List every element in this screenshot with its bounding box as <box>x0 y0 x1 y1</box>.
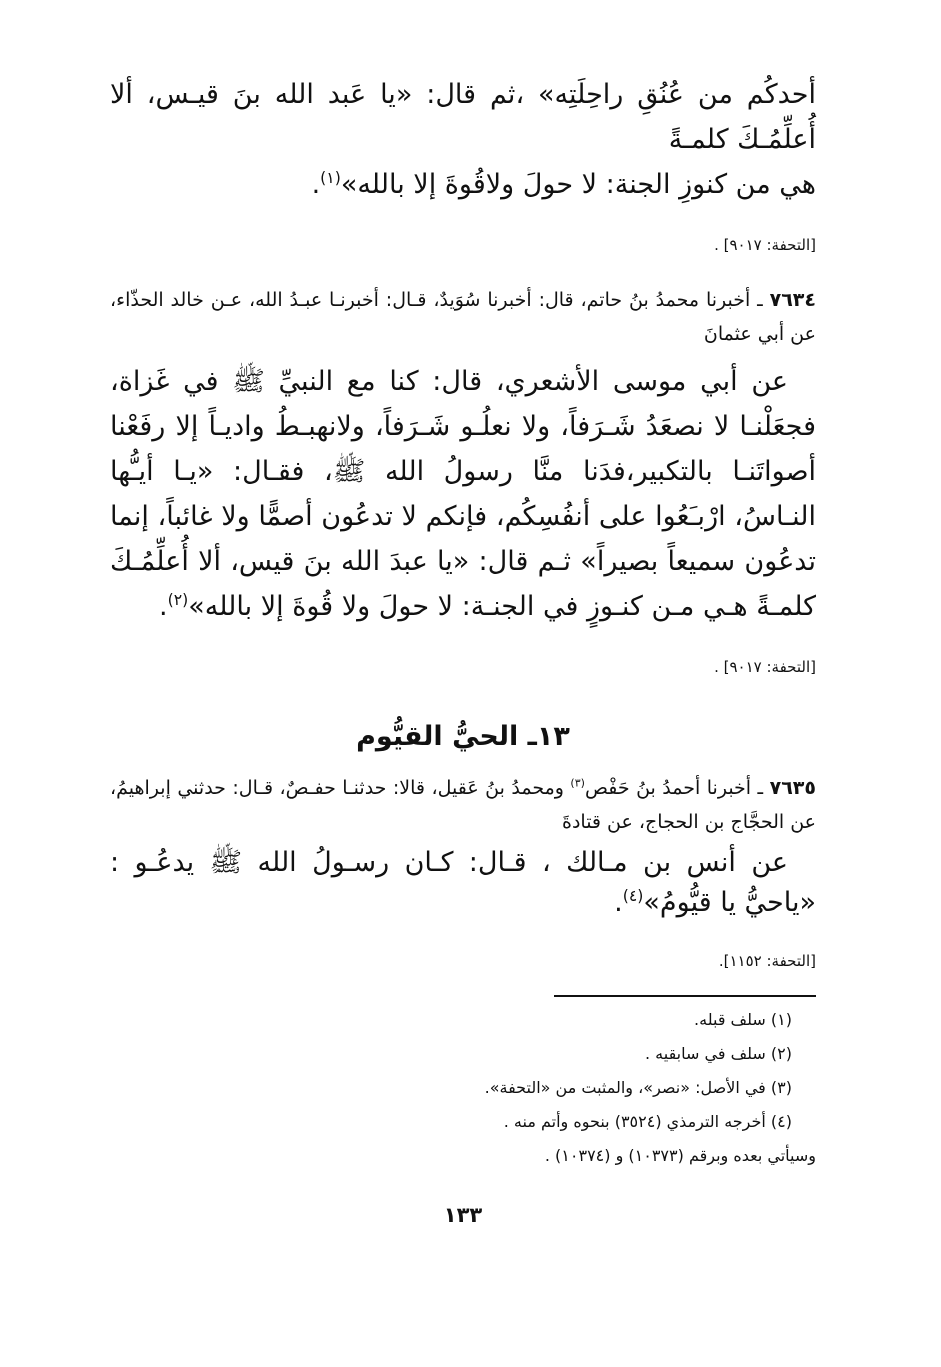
matn-text: عن أبي موسى الأشعري، قال: كنا مع النبيِّ ﷺ في غَزاة، فجعَلْنـا لا نصعَدُ شَـرَفاً، ولا نعلُـو شَـرَفاً، ولانهبـطُ واديـاً إلا رفَعْنا أصواتَنـا بالتكبير،فدَنا منَّا رسولُ الله ﷺ، فقـال: «يـا أيـُّها النـاسُ، ارْبـَعُوا على أنفُسِكُم، فإنكم لا تدعُون أصمًّا ولا غائباً، إنما تدعُون سميعاً بصيراً» ثـم قال: «يا عبدَ الله بنَ قيس، ألا أُعلِّمُـكَ كلمـةً هـي مـن كنـوزٍ في الجنـة: لا حولَ ولا قُوةَ إلا بالله» <box>110 366 816 622</box>
punctuation: . <box>159 591 168 622</box>
punctuation: . <box>311 169 321 200</box>
footnote-3: (٣) في الأصل: «نصر»، والمثبت من «التحفة». <box>484 1078 792 1097</box>
isnad-text: ـ أخبرنا محمدُ بنُ حاتم، قال: أخبرنا سُوَيدٌ، قـال: أخبرنـا عبـدُ الله، عـن خالد الحذّاء، عن أبي عثمانَ <box>110 289 816 345</box>
hadith-7634-matn <box>110 359 816 629</box>
footnote-marker-3[interactable]: (٣) <box>570 776 585 790</box>
hadith-continuation <box>110 72 816 207</box>
tuhfa-reference-1: [التحفة: ٩٠١٧] . <box>714 236 816 254</box>
hadith-7635-matn <box>110 843 816 923</box>
footnotes-section <box>110 995 816 1173</box>
isnad-text-continued: ومحمدُ بنُ عَقيل، قالا: حدثنـا حفـصٌ، قـال: حدثني إبراهيمُ، عن الحجَّاج بن الحجاج، عن قتادةَ <box>110 777 816 833</box>
page-number: ١٣٣ <box>443 1203 483 1227</box>
footnote-marker-1[interactable]: (١) <box>320 168 341 187</box>
footnote-list <box>110 1003 816 1173</box>
continuation-line-1: أحدكُم من عُنُقِ راحِلَتِه» ،ثم قال: «يا عَبد الله بنَ قيـس، ألا أُعلِّمُـكَ كلمـةً <box>110 79 816 155</box>
footnote-separator <box>554 995 816 997</box>
hadith-7635-isnad <box>110 771 816 839</box>
footnote-marker-2[interactable]: (٢) <box>167 590 189 609</box>
punctuation: . <box>614 887 623 918</box>
isnad-text: ـ أخبرنا أحمدُ بنُ حَفْص <box>584 777 770 799</box>
continuation-line-2: هي من كنوزِ الجنة: لا حولَ ولاقُوةَ إلا بالله» <box>340 169 816 200</box>
footnote-2: (٢) سلف في سابقيه . <box>645 1044 792 1063</box>
hadith-number-7634: ٧٦٣٤ <box>769 289 816 311</box>
hadith-7634-isnad <box>110 283 816 351</box>
footnote-marker-4[interactable]: (٤) <box>622 886 644 905</box>
page-body <box>110 72 816 1227</box>
footnote-1: (١) سلف قبله. <box>694 1010 792 1029</box>
tuhfa-reference-3: [التحفة: ١١٥٢]. <box>718 952 816 970</box>
footnote-4-continued: وسيأتي بعده وبرقم (١٠٣٧٣) و (١٠٣٧٤) . <box>544 1146 816 1165</box>
tuhfa-reference-2: [التحفة: ٩٠١٧] . <box>714 658 816 676</box>
matn-text: عن أنس بن مـالك ، قـال: كـان رسـولُ الله ﷺ يدعُـو : «ياحيُّ يا قيُّومُ» <box>110 847 816 918</box>
section-heading: ١٣ـ الحيُّ القيُّوم <box>356 721 570 752</box>
footnote-4: (٤) أخرجه الترمذي (٣٥٢٤) بنحوه وأتم منه . <box>503 1112 792 1131</box>
hadith-number-7635: ٧٦٣٥ <box>769 777 816 799</box>
